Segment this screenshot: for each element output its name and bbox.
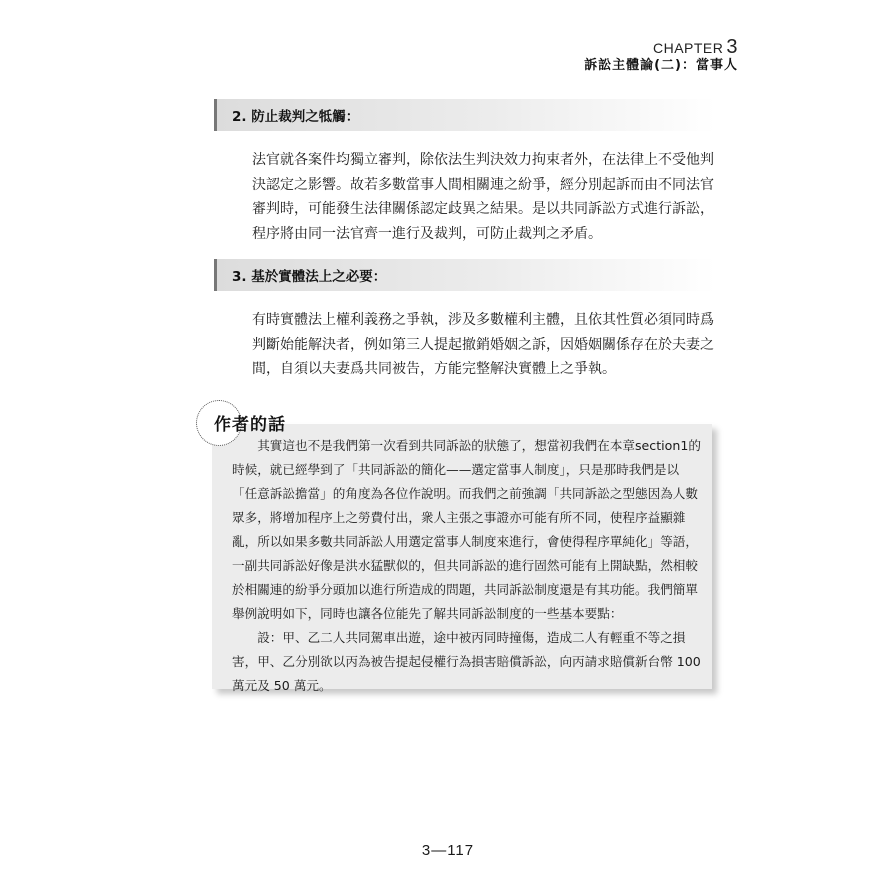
page-number: 3—117 bbox=[421, 842, 475, 859]
author-note-paragraph: 設：甲、乙二人共同駕車出遊，途中被丙同時撞傷，造成二人有輕重不等之損害，甲、乙分別欲以丙為被告提起侵權行為損害賠償訴訟，向丙請求賠償新台幣 100 萬元及 50 萬元。 bbox=[232, 630, 701, 693]
section-heading-bar bbox=[214, 259, 217, 291]
author-note-title: 作者的話 bbox=[214, 415, 286, 435]
section-body-3: 有時實體法上權利義務之爭執，涉及多數權利主體，且依其性質必須同時爲判斷始能解決者，例如第三人提起撤銷婚姻之訴，因婚姻關係存在於夫妻之間，自須以夫妻爲共同被告，方能完整解決實體上之爭執。 bbox=[252, 312, 714, 377]
chapter-number: 3 bbox=[726, 36, 738, 58]
section-heading-bar bbox=[214, 99, 217, 131]
author-note-text bbox=[232, 434, 702, 698]
section-heading-3 bbox=[214, 259, 716, 291]
section-heading-text: 2. 防止裁判之牴觸： bbox=[232, 109, 360, 125]
author-note-paragraph: 其實這也不是我們第一次看到共同訴訟的狀態了，想當初我們在本章section1的時候，就已經學到了「共同訴訟的簡化——選定當事人制度」，只是那時我們是以「任意訴訟擔當」的角度為各位作說明。而我們之前強調「共同訴訟之型態因為人數眾多，將增加程序上之勞費付出，衆人主張之事證亦可能有所不同，使程序益顯雜亂，所以如果多數共同訴訟人用選定當事人制度來進行，會使得程序單純化」等語，一副共同訴訟好像是洪水猛獸似的，但共同訴訟的進行固然可能有上開缺點，然相較於相關連的紛爭分頭加以進行所造成的問題，共同訴訟制度還是有其功能。我們簡單舉例說明如下，同時也讓各位能先了解共同訴訟制度的一些基本要點： bbox=[232, 438, 701, 621]
chapter-word: CHAPTER bbox=[652, 40, 724, 56]
section-body-2: 法官就各案件均獨立審判，除依法生判決效力拘束者外，在法律上不受他判決認定之影響。故若多數當事人間相關連之紛爭，經分別起訴而由不同法官審判時，可能發生法律關係認定歧異之結果。是以共同訴訟方式進行訴訟，程序將由同一法官齊一進行及裁判，可防止裁判之矛盾。 bbox=[252, 152, 714, 242]
section-heading-2 bbox=[214, 99, 716, 131]
chapter-title: 訴訟主體論(二)：當事人 bbox=[584, 58, 738, 73]
section-heading-text: 3. 基於實體法上之必要： bbox=[232, 269, 387, 285]
